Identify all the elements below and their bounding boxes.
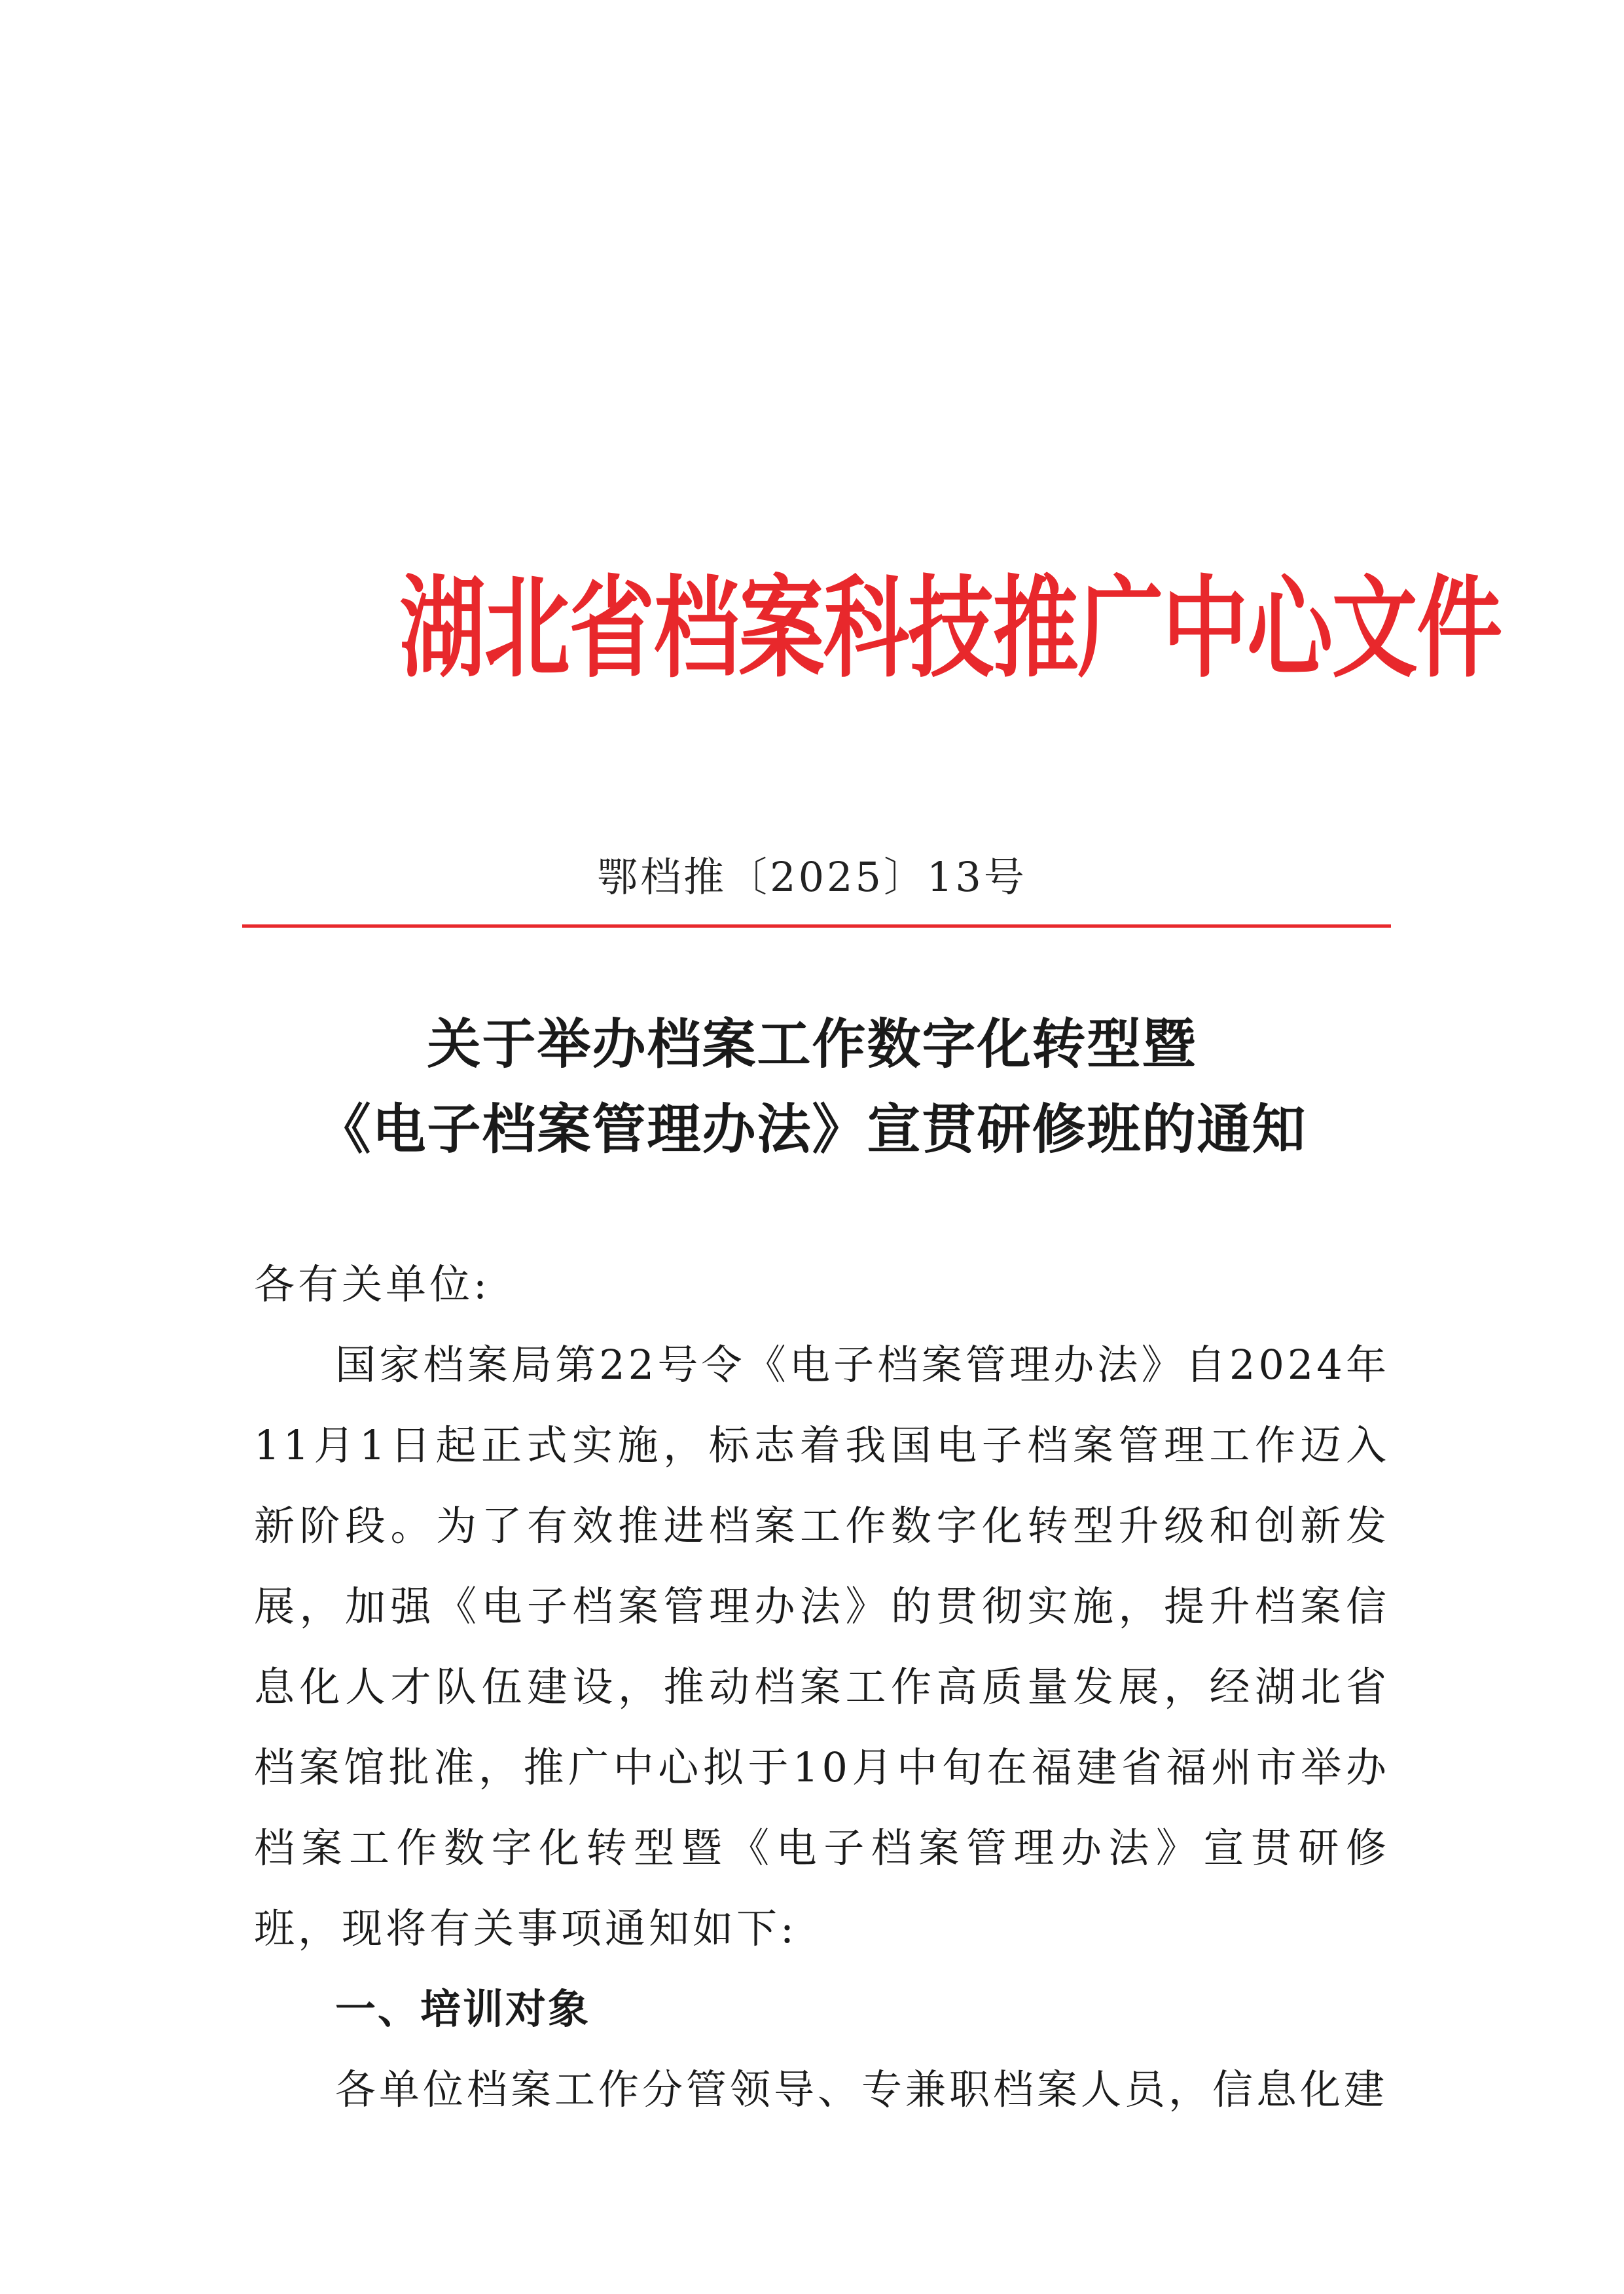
issuer-title: 湖北省档案科技推广中心文件 — [399, 564, 1502, 693]
body-paragraph-1: 国家档案局第22号令《电子档案管理办法》自2024年11月1日起正式实施，标志着我国电子档案管理工作迈入新阶段。为了有效推进档案工作数字化转型升级和创新发展，加强《电子档案管理办法》的贯彻实施，提升档案信息化人才队伍建设，推动档案工作高质量发展，经湖北省档案馆批准，推广中心拟于10月中旬在福建省福州市举办档案工作数字化转型暨《电子档案管理办法》宣贯研修班，现将有关事项通知如下: — [254, 1341, 1390, 1952]
salutation: 各有关单位: — [254, 1260, 490, 1308]
notice-title — [0, 1002, 1624, 1172]
section-1-heading: 一、培训对象 — [335, 1985, 591, 2033]
section-1-text: 各单位档案工作分管领导、专兼职档案人员，信息化建 — [335, 2066, 1388, 2113]
red-divider-line — [242, 924, 1391, 928]
document-number: 鄂档推〔2025〕13号 — [597, 853, 1027, 901]
notice-title-line-2: 《电子档案管理办法》宣贯研修班的通知 — [317, 1098, 1307, 1161]
notice-title-line-1: 关于举办档案工作数字化转型暨 — [427, 1013, 1197, 1076]
notice-body — [254, 1244, 1390, 2130]
